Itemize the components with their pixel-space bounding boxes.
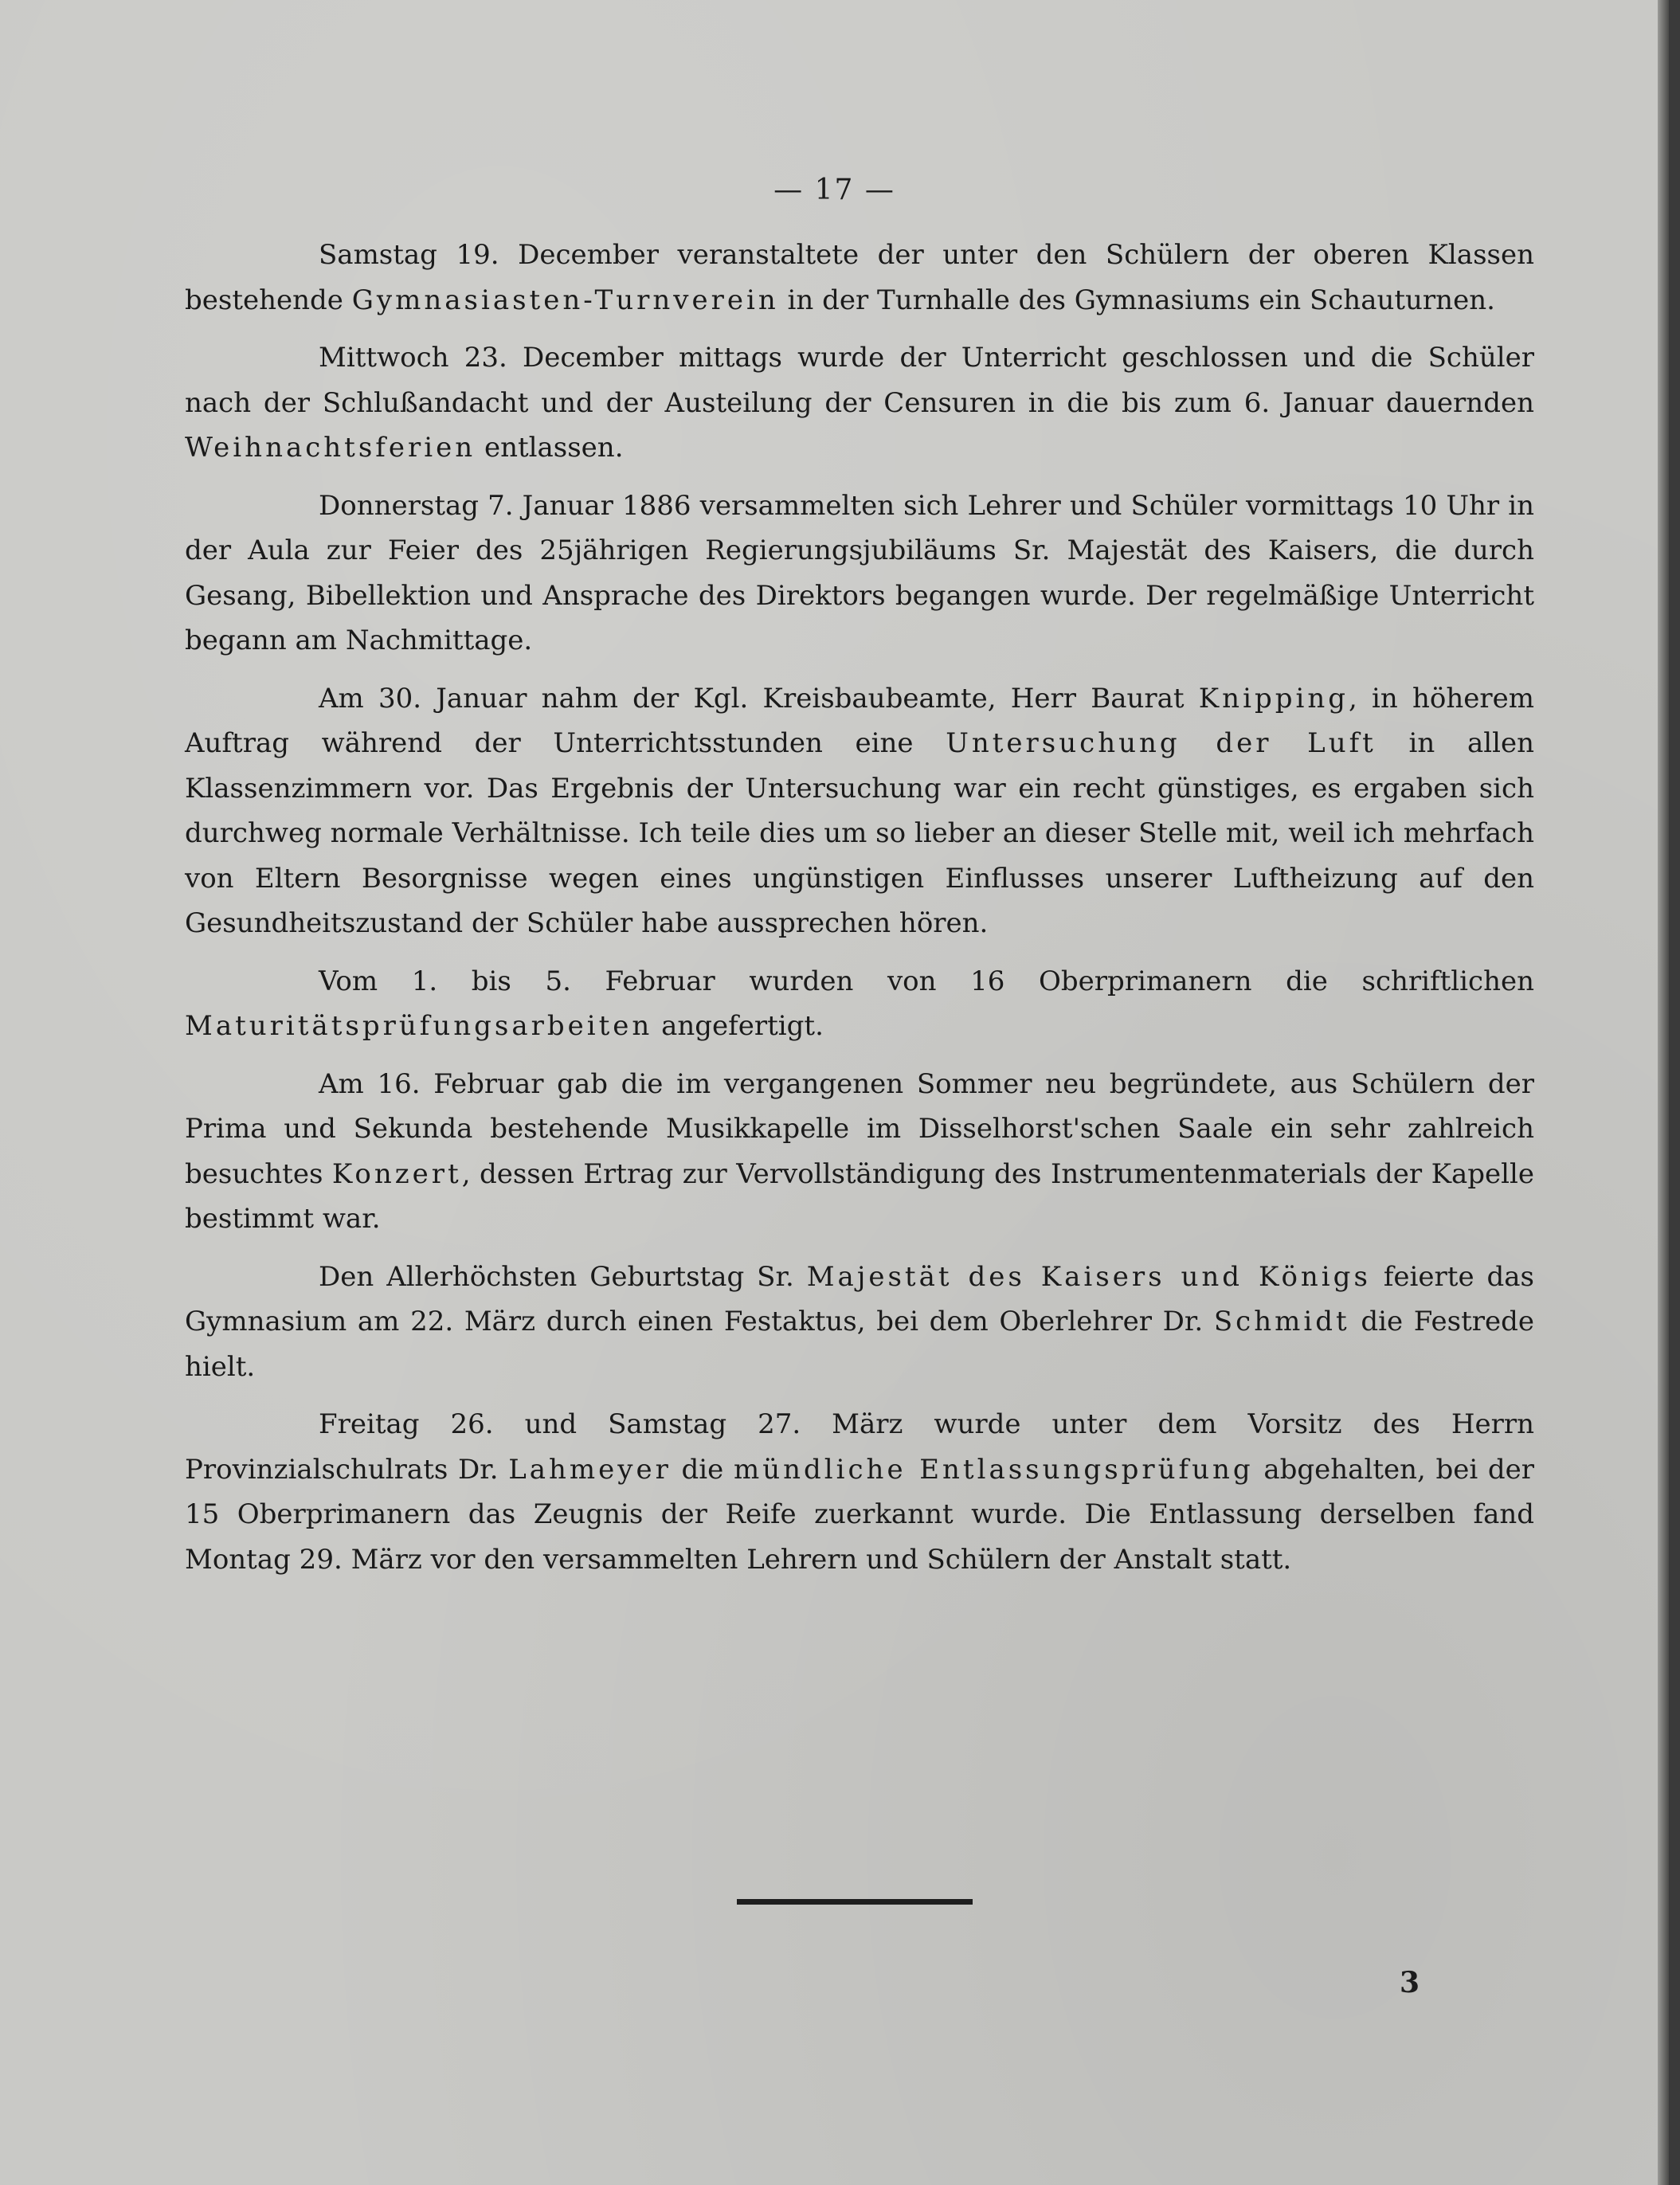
spaced-emphasis-text: Lahmeyer [508, 1453, 672, 1486]
paragraph [185, 1062, 1534, 1242]
paragraph-text: Samstag 19. December veranstaltete der unter den Schülern der oberen Klassen bestehende [185, 239, 1534, 316]
spaced-emphasis-text: mündliche Entlassungsprüfung [733, 1453, 1254, 1486]
spaced-emphasis-text: Konzert [331, 1157, 462, 1190]
spaced-emphasis-text: Gymnasiasten-Turnverein [351, 284, 779, 316]
paragraph-text: Am 16. Februar gab die im vergangenen Sommer neu begründete, aus Schülern der Prima und Sekunda bestehende Musikkapelle im Disselhorst'schen Saale ein sehr zahlreich besuchtes [185, 1067, 1534, 1190]
paragraph-text: Donnerstag 7. Januar 1886 versammelten sich Lehrer und Schüler vormittags 10 Uhr in der Aula zur Feier des 25jährigen Regierungsjubiläums Sr. Majestät des Kaisers, die durch Gesang, Bibellektion und Ansprache des Direktors begangen wurde. Der regelmäßige Unterricht begann am Nachmittage. [185, 489, 1534, 656]
paragraph [185, 233, 1534, 323]
spaced-emphasis-text: Maturitätsprüfungsarbeiten [185, 1010, 653, 1042]
signature-mark: 3 [1400, 1966, 1420, 1999]
paragraph-text: abgehalten, bei der 15 Oberprimanern das Zeugnis der Reife zuerkannt wurde. Die Entlassung derselben fand Montag 29. März vor den versammelten Lehrern und Schülern der Anstalt statt. [185, 1453, 1534, 1576]
paragraph [185, 335, 1534, 471]
paragraph-text: , in höherem Auftrag während der Unterrichtsstunden eine [185, 682, 1535, 759]
page-number: — 17 — [773, 174, 895, 206]
paragraph [185, 676, 1534, 946]
paragraph-text: angefertigt. [652, 1010, 824, 1042]
spaced-emphasis-text: Majestät des Kaisers und Königs [806, 1260, 1371, 1293]
spaced-emphasis-text: Weihnachtsferien [185, 432, 476, 464]
paragraph-text: in allen Klassenzimmern vor. Das Ergebnis der Untersuchung war ein recht günstiges, es ergaben sich durchweg normale Verhältnisse. Ich teile dies um so lieber an dieser Stelle mit, weil ich mehrfach von Eltern Besorgnisse wegen eines ungünstigen Einflusses unserer Luftheizung auf den Gesundheitszustand der Schüler habe aussprechen hören. [185, 727, 1534, 939]
paragraph-text: in der Turnhalle des Gymnasiums ein Schauturnen. [778, 284, 1495, 316]
page-edge-shadow [1658, 0, 1669, 2185]
paragraph-text: die [671, 1453, 734, 1486]
paragraph [185, 1255, 1534, 1390]
paragraph [185, 484, 1534, 664]
paragraph-text: Den Allerhöchsten Geburtstag Sr. [319, 1260, 807, 1293]
paragraph-text: , dessen Ertrag zur Vervollständigung des Instrumentenmaterials der Kapelle bestimmt war. [185, 1157, 1534, 1235]
paragraph-text: Vom 1. bis 5. Februar wurden von 16 Oberprimanern die schriftlichen [319, 965, 1534, 997]
closing-rule [737, 1899, 973, 1905]
paragraph [185, 1402, 1534, 1582]
paragraph-text: entlassen. [476, 432, 624, 464]
spaced-emphasis-text: Schmidt [1213, 1306, 1350, 1337]
paragraph-text: die Festrede hielt. [185, 1306, 1534, 1383]
spaced-emphasis-text: Untersuchung der Luft [946, 727, 1377, 759]
spaced-emphasis-text: Knipping [1198, 682, 1349, 715]
paragraph-text: Am 30. Januar nahm der Kgl. Kreisbaubeamte, Herr Baurat [319, 682, 1199, 715]
paragraph-text: Mittwoch 23. December mittags wurde der Unterricht geschlossen und die Schüler nach der Schlußandacht und der Austeilung der Censuren in die bis zum 6. Januar dauernden [185, 342, 1534, 419]
paragraph-text: feierte das Gymnasium am 22. März durch einen Festaktus, bei dem Oberlehrer Dr. [185, 1260, 1534, 1337]
body-text [185, 233, 1534, 1595]
paragraph-text: Freitag 26. und Samstag 27. März wurde unter dem Vorsitz des Herrn Provinzialschulrats Dr. [185, 1408, 1534, 1486]
paragraph [185, 959, 1534, 1049]
